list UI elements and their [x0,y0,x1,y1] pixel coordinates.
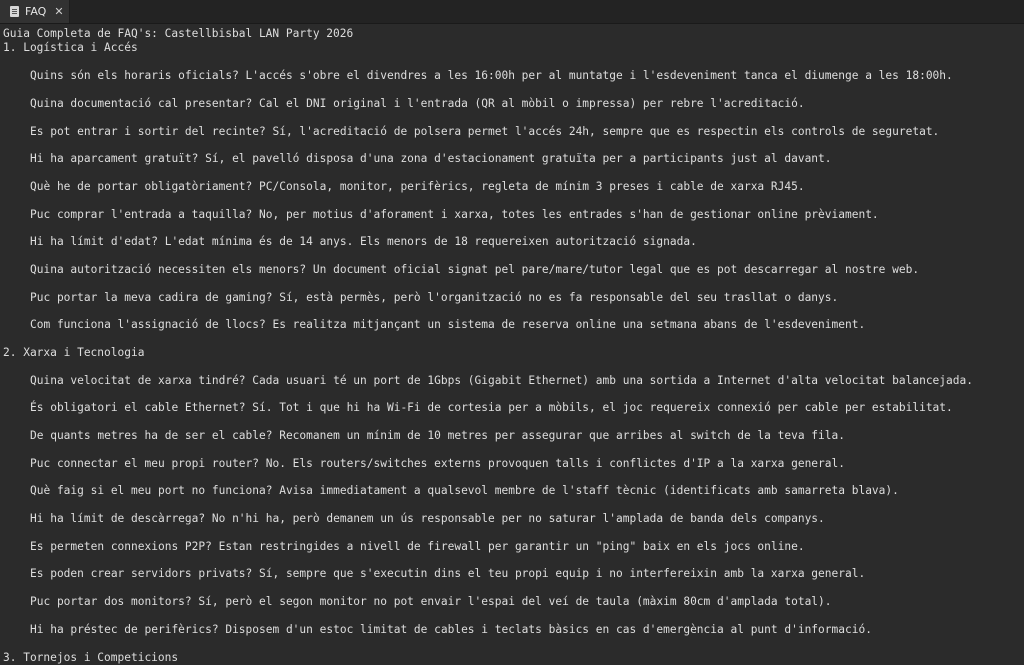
section-heading: 1. Logística i Accés [3,41,138,54]
faq-item: Hi ha aparcament gratuït? Sí, el pavelló disposa d'una zona d'estacionament gratuïta per a participants just al davant. [30,152,832,165]
tab-faq[interactable] [0,0,70,23]
faq-item: Quina velocitat de xarxa tindré? Cada usuari té un port de 1Gbps (Gigabit Ethernet) amb una sortida a Internet d'alta velocitat balancejada. [30,374,973,387]
tab-label: FAQ [25,5,47,18]
faq-item: Hi ha límit d'edat? L'edat mínima és de 14 anys. Els menors de 18 requereixen autorització signada. [30,235,697,248]
faq-item: Es pot entrar i sortir del recinte? Sí, l'acreditació de polsera permet l'accés 24h, sempre que es respectin els controls de seguretat. [30,125,940,138]
section-heading: 2. Xarxa i Tecnologia [3,346,145,359]
faq-item: Quins són els horaris oficials? L'accés s'obre el divendres a les 16:00h per al muntatge i l'esdeveniment tanca el diumenge a les 18:00h. [30,69,953,82]
document-icon [10,6,19,17]
tab-bar [0,0,1024,24]
faq-item: Es permeten connexions P2P? Estan restringides a nivell de firewall per garantir un "ping" baix en els jocs online. [30,540,805,553]
faq-item: Com funciona l'assignació de llocs? Es realitza mitjançant un sistema de reserva online una setmana abans de l'esdeveniment. [30,318,866,331]
text-editor[interactable] [0,24,1024,664]
faq-item: Quina autorització necessiten els menors? Un document oficial signat pel pare/mare/tutor legal que es pot descarregar al nostre web. [30,263,920,276]
faq-item: Es poden crear servidors privats? Sí, sempre que s'executin dins el teu propi equip i no interfereixin amb la xarxa general. [30,567,866,580]
faq-item: Quina documentació cal presentar? Cal el DNI original i l'entrada (QR al mòbil o impressa) per rebre l'acreditació. [30,97,805,110]
faq-item: Hi ha préstec de perifèrics? Disposem d'un estoc limitat de cables i teclats bàsics en cas d'emergència al punt d'informació. [30,623,872,636]
faq-item: Hi ha límit de descàrrega? No n'hi ha, però demanem un ús responsable per no saturar l'amplada de banda dels companys. [30,512,825,525]
section-heading: 3. Tornejos i Competicions [3,651,179,664]
faq-item: Puc comprar l'entrada a taquilla? No, per motius d'aforament i xarxa, totes les entrades s'han de gestionar online prèviament. [30,208,879,221]
doc-title: Guia Completa de FAQ's: Castellbisbal LAN Party 2026 [3,27,354,40]
faq-item: Puc portar la meva cadira de gaming? Sí, està permès, però l'organització no es fa responsable del seu trasllat o danys. [30,291,839,304]
faq-item: Puc connectar el meu propi router? No. Els routers/switches externs provoquen talls i conflictes d'IP a la xarxa general. [30,457,845,470]
faq-item: Puc portar dos monitors? Sí, però el segon monitor no pot envair l'espai del veí de taula (màxim 80cm d'amplada total). [30,595,832,608]
faq-item: De quants metres ha de ser el cable? Recomanem un mínim de 10 metres per assegurar que arribes al switch de la teva fila. [30,429,845,442]
faq-item: Què faig si el meu port no funciona? Avisa immediatament a qualsevol membre de l'staff tècnic (identificats amb samarreta blava). [30,484,899,497]
close-icon[interactable]: ✕ [54,5,64,18]
faq-item: És obligatori el cable Ethernet? Sí. Tot i que hi ha Wi-Fi de cortesia per a mòbils, el joc requereix connexió per cable per estabilitat. [30,401,953,414]
faq-item: Què he de portar obligatòriament? PC/Consola, monitor, perifèrics, regleta de mínim 3 preses i cable de xarxa RJ45. [30,180,805,193]
